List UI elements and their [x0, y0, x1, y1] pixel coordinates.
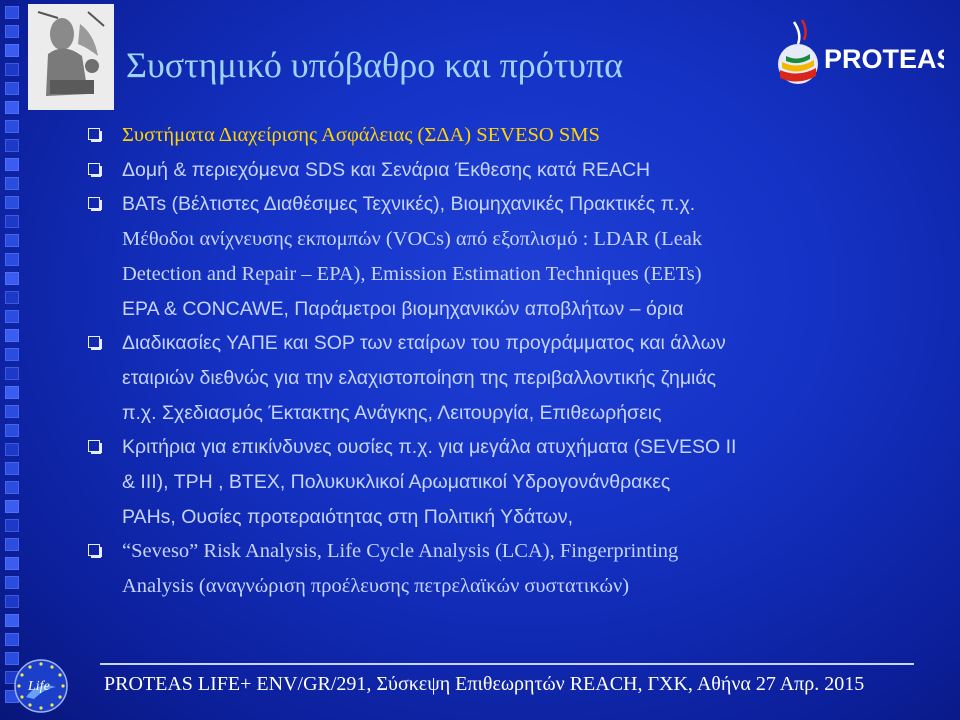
footer-divider	[100, 663, 914, 665]
bullet-line: Κριτήρια για επικίνδυνες ουσίες π.χ. για μεγάλα ατυχήματα (SEVESO II	[86, 430, 916, 465]
slide-title: Συστημικό υπόβαθρο και πρότυπα	[126, 45, 624, 85]
checkbox-bullet-icon	[88, 544, 100, 556]
proteas-logo-text: PROTEAS	[824, 44, 944, 74]
life-logo-text: Life	[28, 679, 50, 694]
checkbox-bullet-icon	[88, 440, 100, 452]
footer-text: PROTEAS LIFE+ ENV/GR/291, Σύσκεψη Επιθεωρητών REACH, ΓΧΚ, Αθήνα 27 Απρ. 2015	[104, 673, 865, 695]
bullet-line: Διαδικασίες ΥΑΠΕ και SOP των εταίρων του προγράμματος και άλλων	[86, 326, 916, 361]
continuation-line: π.χ. Σχεδιασμός Έκτακτης Ανάγκης, Λειτουργία, Επιθεωρήσεις	[122, 401, 662, 424]
bullet-line: Συστήματα Διαχείρισης Ασφάλειας (ΣΔΑ) SEVESO SMS	[86, 118, 916, 153]
bullet-line: Δομή & περιεχόμενα SDS και Σενάρια Έκθεσης κατά REACH	[86, 153, 916, 188]
continuation-line: PAHs, Ουσίες προτεραιότητας στη Πολιτική Υδάτων,	[122, 505, 574, 528]
continuation-line: Detection and Repair – EPA), Emission Estimation Techniques (EETs)	[122, 262, 702, 285]
continuation-line: Analysis (αναγνώριση προέλευσης πετρελαϊκών συστατικών)	[122, 575, 630, 598]
life-logo	[10, 657, 72, 715]
checkbox-bullet-icon	[88, 197, 100, 209]
continuation-line: EPA & CONCAWE, Παράμετροι βιομηχανικών αποβλήτων – όρια	[122, 297, 684, 320]
bullet-line: BATs (Βέλτιστες Διαθέσιμες Τεχνικές), Βιομηχανικές Πρακτικές π.χ.	[86, 187, 916, 222]
checkbox-bullet-icon	[88, 163, 100, 175]
university-logo	[28, 4, 114, 110]
checkbox-bullet-icon	[88, 128, 100, 140]
continuation-line: Μέθοδοι ανίχνευσης εκπομπών (VOCs) από εξοπλισμό : LDAR (Leak	[122, 228, 703, 251]
checkbox-bullet-icon	[88, 336, 100, 348]
continuation-line: εταιριών διεθνώς για την ελαχιστοποίηση της περιβαλλοντικής ζημιάς	[122, 366, 717, 389]
continuation-line: & III), TPH , BTEX, Πολυκυκλικοί Αρωματικοί Υδρογονάνθρακες	[122, 471, 671, 494]
bullet-list	[86, 118, 916, 604]
bullet-line: “Seveso” Risk Analysis, Life Cycle Analysis (LCA), Fingerprinting	[86, 534, 916, 569]
proteas-logo	[772, 18, 944, 94]
left-decoration-strip	[0, 0, 24, 720]
